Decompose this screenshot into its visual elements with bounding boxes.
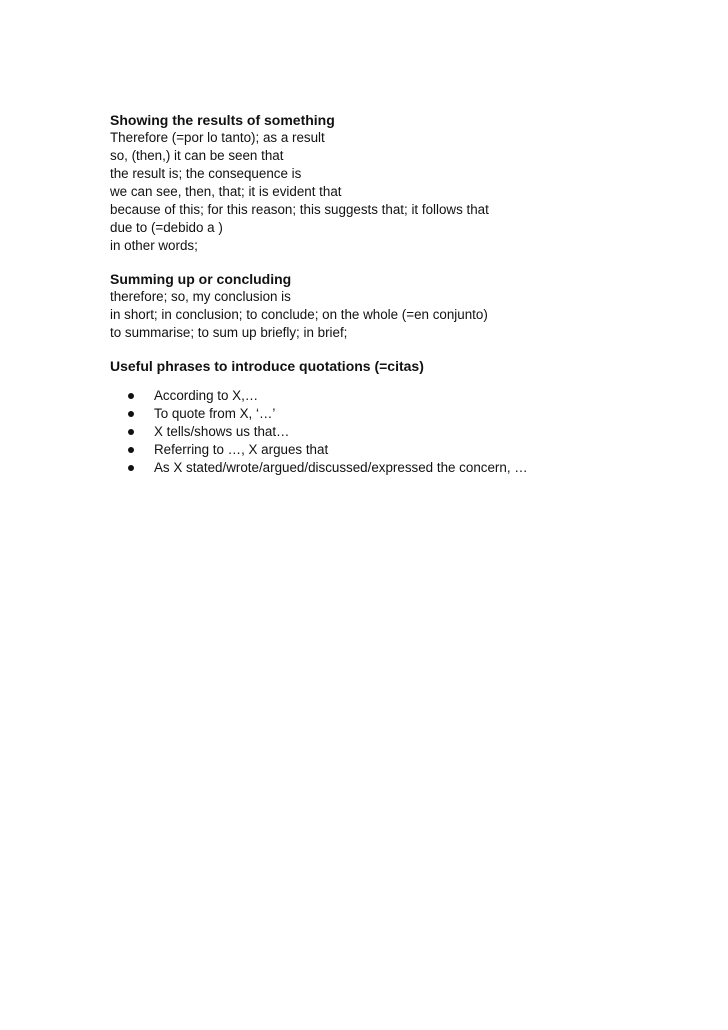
bullet-icon: [128, 411, 134, 417]
concluding-heading: Summing up or concluding: [110, 271, 292, 287]
bullet-icon: [128, 447, 134, 453]
bullet-icon: [128, 429, 134, 435]
bullet-icon: [128, 393, 134, 399]
list-item-text: According to X,…: [154, 388, 259, 403]
concluding-line: therefore; so, my conclusion is: [110, 289, 291, 304]
quotations-section: [110, 357, 688, 477]
results-line: Therefore (=por lo tanto); as a result: [110, 130, 325, 145]
list-item: [128, 441, 688, 459]
results-line: we can see, then, that; it is evident that: [110, 184, 342, 199]
list-item-text: X tells/shows us that…: [154, 424, 290, 439]
concluding-section: [110, 270, 688, 342]
quotations-heading: Useful phrases to introduce quotations (=citas): [110, 358, 424, 374]
list-item-text: Referring to …, X argues that: [154, 442, 329, 457]
results-line: due to (=debido a ): [110, 220, 223, 235]
results-line: in other words;: [110, 238, 198, 253]
list-item: [128, 423, 688, 441]
list-item-text: As X stated/wrote/argued/discussed/expressed the concern, …: [154, 460, 528, 475]
list-item: [128, 459, 688, 477]
list-item: [128, 405, 688, 423]
results-line: the result is; the consequence is: [110, 166, 302, 181]
results-heading: Showing the results of something: [110, 112, 335, 128]
list-item-text: To quote from X, ‘…’: [154, 406, 276, 421]
list-item: [128, 387, 688, 405]
results-line: because of this; for this reason; this suggests that; it follows that: [110, 202, 489, 217]
results-section: [110, 111, 688, 255]
concluding-line: to summarise; to sum up briefly; in brief;: [110, 325, 348, 340]
bullet-icon: [128, 465, 134, 471]
results-line: so, (then,) it can be seen that: [110, 148, 284, 163]
concluding-line: in short; in conclusion; to conclude; on the whole (=en conjunto): [110, 307, 488, 322]
quotations-list: [110, 387, 688, 477]
